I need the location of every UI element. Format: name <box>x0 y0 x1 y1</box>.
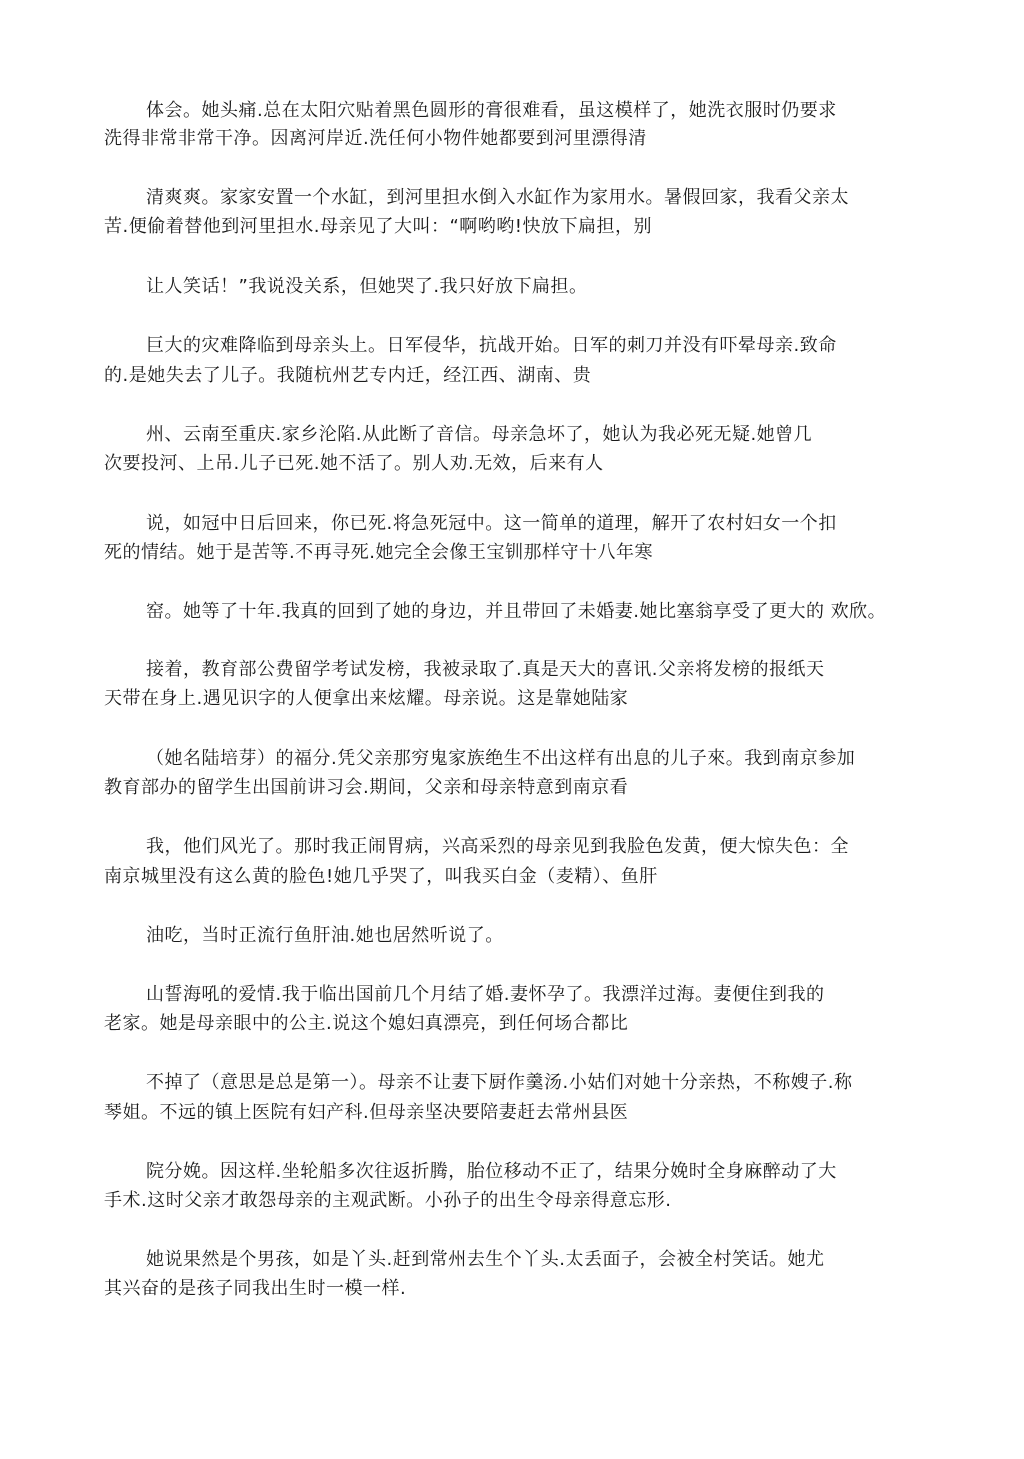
text-line: 我，他们风光了。那时我正闹胃病，兴高采烈的母亲见到我脸色发黄，便大惊失色：全 <box>146 836 849 857</box>
text-line: 窑。她等了十年.我真的回到了她的身边，并且带回了未婚妻.她比塞翁享受了更大的 欢欣。 <box>146 601 887 622</box>
text-line: 让人笑话！”我说没关系，但她哭了.我只好放下扁担。 <box>146 276 588 297</box>
text-line: 老家。她是母亲眼中的公主.说这个媳妇真漂亮，到任何场合都比 <box>104 1013 629 1034</box>
text-line: 天带在身上.遇见识字的人便拿出来炫耀。母亲说。这是靠她陆家 <box>104 688 629 709</box>
text-line: 院分娩。因这样.坐轮船多次往返折腾，胎位移动不正了，结果分娩时全身麻醉动了大 <box>146 1161 837 1182</box>
text-line: 教育部办的留学生出国前讲习会.期间，父亲和母亲特意到南京看 <box>104 777 629 798</box>
text-line: 州、云南至重庆.家乡沦陷.从此断了音信。母亲急坏了，她认为我必死无疑.她曾几 <box>146 424 813 445</box>
text-line: 接着，教育部公费留学考试发榜，我被录取了.真是天大的喜讯.父亲将发榜的报纸天 <box>146 659 825 680</box>
text-line: 体会。她头痛.总在太阳穴贴着黑色圆形的膏很难看，虽这模样了，她洗衣服时仍要求 <box>146 100 837 121</box>
text-line: 她说果然是个男孩，如是丫头.赶到常州去生个丫头.太丢面子，会被全村笑话。她尤 <box>146 1249 825 1270</box>
text-line: 次要投河、上吊.儿子已死.她不活了。别人劝.无效，后来有人 <box>104 453 604 474</box>
text-line: 洗得非常非常干净。因离河岸近.洗任何小物件她都要到河里漂得清 <box>104 128 647 149</box>
text-line: 山誓海吼的爱情.我于临出国前几个月结了婚.妻怀孕了。我漂洋过海。妻便住到我的 <box>146 984 825 1005</box>
text-line: 油吃，当时正流行鱼肝油.她也居然听说了。 <box>146 925 504 946</box>
text-line: 巨大的灾难降临到母亲头上。日军侵华，抗战开始。日军的刺刀并没有吓晕母亲.致命 <box>146 335 837 356</box>
text-line: 死的情结。她于是苦等.不再寻死.她完全会像王宝钏那样守十八年寒 <box>104 542 653 563</box>
text-line: 琴姐。不远的镇上医院有妇产科.但母亲坚决要陪妻赶去常州县医 <box>104 1102 629 1123</box>
text-line: 手术.这时父亲才敢怨母亲的主观武断。小孙子的出生令母亲得意忘形. <box>104 1190 672 1211</box>
text-line: 其兴奋的是孩子同我出生时一模一样. <box>104 1278 407 1299</box>
text-line: 南京城里没有这么黄的脸色!她几乎哭了，叫我买白金（麦精）、鱼肝 <box>104 866 658 887</box>
text-line: 苦.便偷着替他到河里担水.母亲见了大叫：“啊哟哟!快放下扁担，别 <box>104 216 652 237</box>
text-line: 说，如冠中日后回来，你已死.将急死冠中。这一简单的道理，解开了农村妇女一个扣 <box>146 513 837 534</box>
text-line: （她名陆培芽）的福分.凭父亲那穷鬼家族绝生不出这样有出息的儿子來。我到南京参加 <box>146 748 856 769</box>
text-line: 的.是她失去了儿子。我随杭州艺专内迁，经江西、湖南、贵 <box>104 365 592 386</box>
text-line: 不掉了（意思是总是第一）。母亲不让妻下厨作羹汤.小姑们对她十分亲热，不称嫂子.称 <box>146 1072 853 1093</box>
text-line: 清爽爽。家家安置一个水缸，到河里担水倒入水缸作为家用水。暑假回家，我看父亲太 <box>146 187 849 208</box>
